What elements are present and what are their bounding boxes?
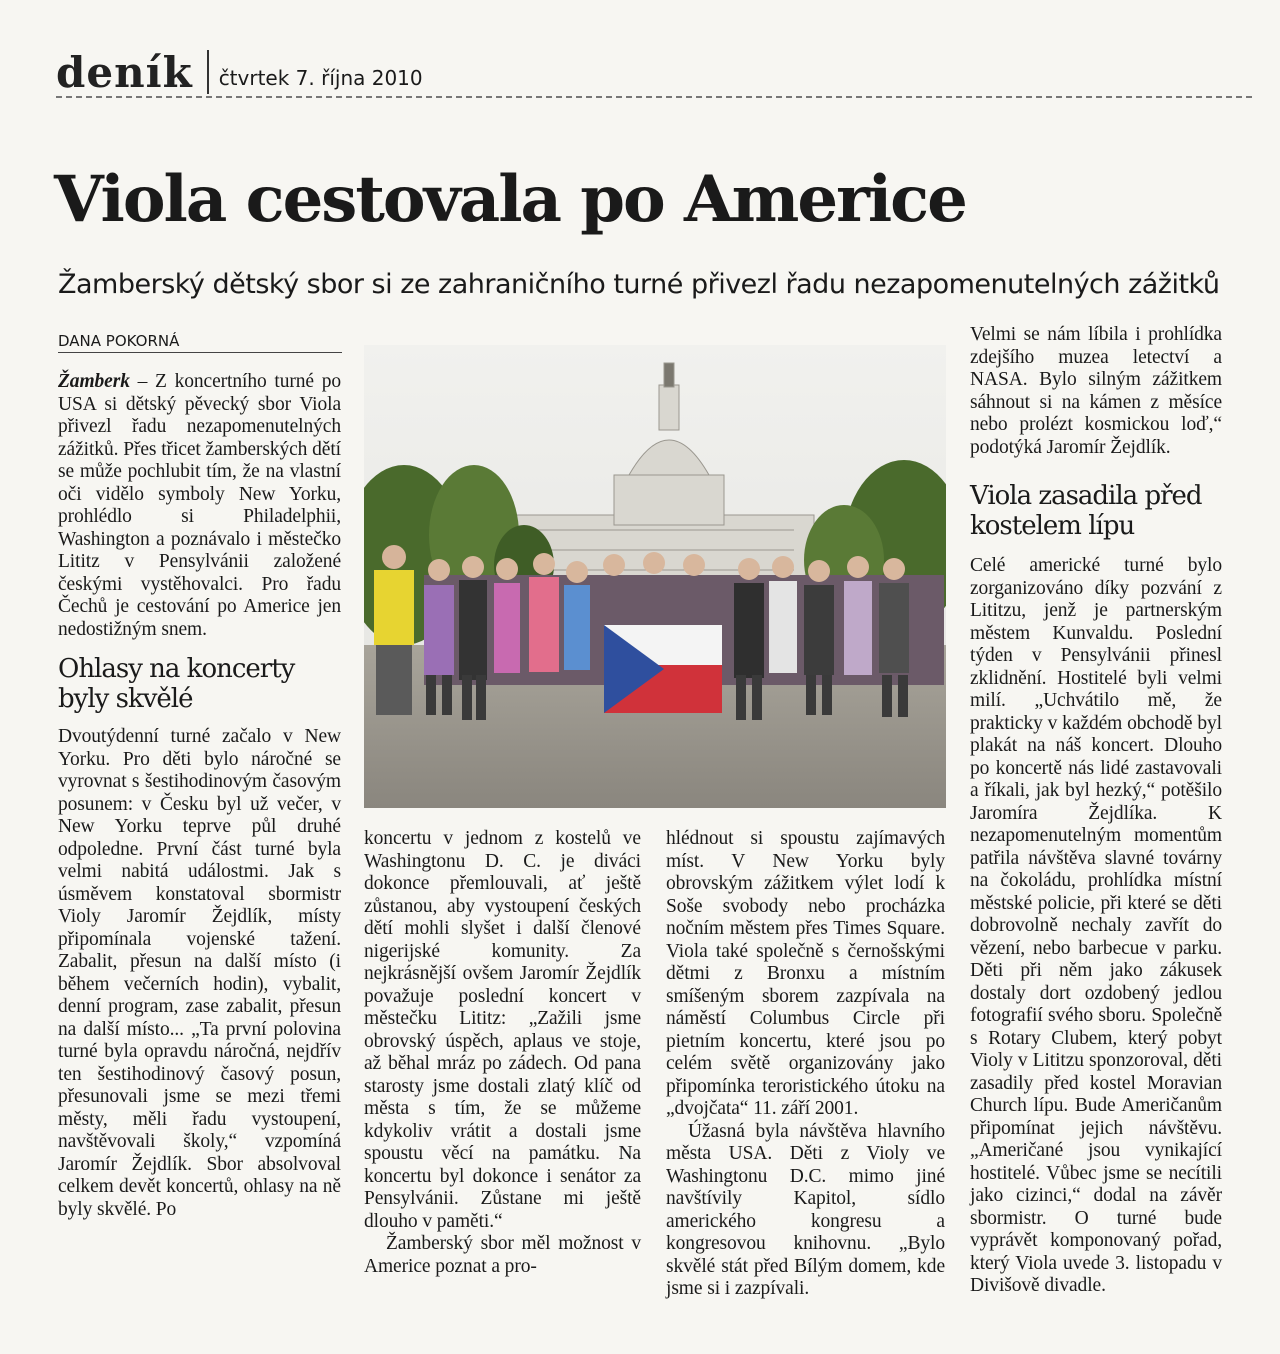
lead-paragraph <box>58 371 341 641</box>
section-heading-reviews: Ohlasy na koncerty byly skvělé <box>58 654 295 714</box>
text-column-1 <box>58 371 341 1221</box>
masthead <box>56 44 423 97</box>
body-paragraph: Velmi se nám líbila i prohlídka zdejšího muzea letectví a NASA. Bylo silným zážitkem sáhnout si na kámen z měsíce nebo prolézt kosmickou loď,“ podotýká Jaromír Žejdlík. <box>970 324 1222 458</box>
text-column-4 <box>970 324 1222 1298</box>
body-paragraph: Žamberský sbor měl možnost v Americe poznat a pro- <box>364 1233 641 1277</box>
body-paragraph: Úžasná byla návštěva hlavního města USA. Děti z Violy ve Washingtonu D.C. mimo jiné navštívily Kapitol, sídlo amerického kongresu a kongresovou knihovnu. „Bylo skvělé stát před Bílým domem, kde jsme si i zazpívali. <box>666 1120 945 1299</box>
body-paragraph: Celé americké turné bylo zorganizováno díky pozvání z Lititzu, jenž je partnerským městem Kunvaldu. Poslední týden v Pensylvánii přinesl zklidnění. Hostitelé byli velmi milí. „Uchvátilo mě, že prakticky v každém obchodě byl plakát na náš koncert. Dlouho po koncertě nás lidé zastavovali a říkali, jak byl hezký,“ potěšilo Jaromíra Žejdlíka. K nezapomenutelným momentům patřila návštěva slavné továrny na čokoládu, prohlídka místní městské policie, při které se děti dobrovolně nechaly zavřít do vězení, nebo barbecue v parku. Děti při něm jako zákusek dostaly dort ozdobený jedlou fotografií svého sboru. Společně s Rotary Clubem, který pobyt Violy v Lititzu sponzoroval, děti zasadily před kostel Moravian Church lípu. Bude Američanům připomínat jejich návštěvu. „Američané jsou vynikající hostitelé. Vůbec jsme se necítili jako cizinci,“ dodal na závěr sbormistr. O turné bude vyprávět komponovaný pořad, který Viola uvede 3. listopadu v Divišově divadle. <box>970 555 1222 1296</box>
lead-text: – Z koncertního turné po USA si dětský pěvecký sbor Viola přivezl řadu nezapomenutelných zážitků. Přes třicet žamberských dětí se může pochlubit tím, že na vlastní oči vidělo symboly New Yorku, prohlédlo si Philadelphii, Washington a poznávalo i městečko Lititz v Pensylvánii založené českými vystěhovalci. Pro řadu Čechů je cestování po Americe jen nedostižným snem. <box>58 371 341 640</box>
byline: DANA POKORNÁ <box>58 332 180 350</box>
issue-date: čtvrtek 7. října 2010 <box>218 66 423 90</box>
masthead-divider <box>207 50 209 94</box>
czech-flag <box>604 625 722 713</box>
section-heading-linden: Viola zasadila před kostelem lípu <box>970 481 1202 541</box>
body-paragraph: Dvoutýdenní turné začalo v New Yorku. Pro děti bylo náročné se vyrovnat s šestihodinovým časovým posunem: v Česku byl už večer, v New Yorku teprve půl druhé odpoledne. První část turné byla velmi nabitá událostmi. Jak s úsměvem konstatoval sbormistr Violy Jaromír Žejdlík, místy připomínala vojenské tažení. Zabalit, přesun na další místo (i během večerních hodin), vybalit, denní program, zase zabalit, přesun na další místo... „Ta první polovina turné byla opravdu náročná, nejdřív ten šestihodinový časový posun, přesunovali jsme se mezi třemi městy, měli řadu vystoupení, navštěvovali školy,“ vzpomíná Jaromír Žejdlík. Sbor absolvoval celkem devět koncertů, ohlasy na ně byly skvělé. Po <box>58 726 341 1220</box>
body-paragraph: koncertu v jednom z kostelů ve Washingtonu D. C. je diváci dokonce přemlouvali, ať ještě zůstanou, aby vystoupení českých dětí mohli slyšet i další členové nigerijské komunity. Za nejkrásnější ovšem Jaromír Žejdlík považuje poslední koncert v městečku Lititz: „Zažili jsme obrovský úspěch, aplaus ve stoje, až běhal mráz po zádech. Od pana starosty jsme dostali zlatý klíč od města s tím, že se můžeme kdykoliv vrátit a dostali jsme spoustu věcí na památku. Na koncertu byl dokonce i senátor za Pensylvánii. Zůstane mi ještě dlouho v paměti.“ <box>364 828 641 1232</box>
newspaper-logo: deník <box>56 48 193 97</box>
masthead-dashed-rule <box>56 96 1252 98</box>
article-subheadline: Žamberský dětský sbor si ze zahraničního turné přivezl řadu nezapomenutelných zážitků <box>58 269 1220 300</box>
article-headline: Viola cestovala po Americe <box>54 162 966 237</box>
text-column-3 <box>666 828 945 1301</box>
body-paragraph: hlédnout si spoustu zajímavých míst. V New Yorku byly obrovským zážitkem výlet lodí k Soše svobody nebo procházka nočním městem přes Times Square. Viola také společně s černošskými dětmi z Bronxu a místním smíšeným sborem zazpívala na náměstí Columbus Circle při pietním koncertu, které jsou po celém světě organizovány jako připomínka teroristického útoku na „dvojčata“ 11. září 2001. <box>666 828 945 1119</box>
byline-rule <box>58 352 342 353</box>
choir-group-photo <box>364 345 946 808</box>
text-column-2 <box>364 828 641 1278</box>
dateline: Žamberk <box>58 371 130 392</box>
